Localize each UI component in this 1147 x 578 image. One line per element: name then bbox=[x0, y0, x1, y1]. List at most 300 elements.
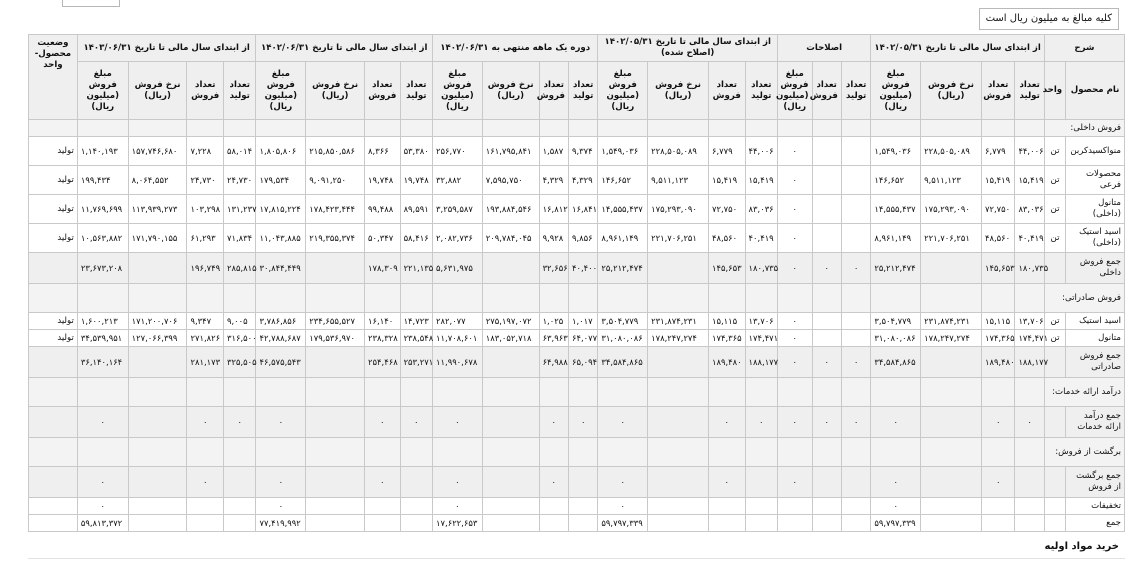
value-cell: ۱۱,۹۹۰,۶۷۸ bbox=[433, 347, 483, 378]
value-cell: ۰ bbox=[841, 407, 870, 438]
value-cell: ۰ bbox=[77, 407, 128, 438]
section-row bbox=[29, 378, 1125, 407]
value-cell: ۱۷۵,۲۹۳,۰۹۰ bbox=[648, 195, 709, 224]
header-group-6: از ابتدای سال مالی تا تاریخ ۱۴۰۳/۰۶/۳۱ bbox=[77, 35, 256, 62]
empty-cell bbox=[433, 120, 483, 137]
empty-cell bbox=[187, 438, 224, 467]
value-cell: ۸,۳۶۶ bbox=[365, 137, 401, 166]
unit-cell bbox=[1044, 467, 1065, 498]
value-cell: ۴۰,۴۱۹ bbox=[1015, 224, 1044, 253]
value-cell: ۰ bbox=[841, 253, 870, 284]
value-cell: ۸۹,۵۹۱ bbox=[400, 195, 432, 224]
subheader-sales-g6: تعداد فروش bbox=[187, 62, 224, 120]
unit-cell: تن bbox=[1044, 137, 1065, 166]
value-cell: ۰ bbox=[778, 253, 813, 284]
product-name-cell: متانول bbox=[1066, 330, 1125, 347]
value-cell: ۹,۹۲۸ bbox=[539, 224, 568, 253]
value-cell bbox=[812, 313, 841, 330]
status-cell: تولید bbox=[29, 313, 78, 330]
value-cell: ۰ bbox=[778, 137, 813, 166]
value-cell: ۰ bbox=[433, 407, 483, 438]
value-cell: ۱۸۹,۴۸۰ bbox=[981, 347, 1014, 378]
value-cell: ۰ bbox=[871, 498, 921, 515]
subheader-amount-g2: مبلغ فروش (میلیون ریال) bbox=[778, 62, 813, 120]
table-row bbox=[29, 313, 1125, 330]
product-name-cell: منواکسیدکربن bbox=[1066, 137, 1125, 166]
value-cell: ۶,۷۷۹ bbox=[709, 137, 746, 166]
top-bar bbox=[0, 0, 1147, 34]
empty-cell bbox=[812, 378, 841, 407]
value-cell: ۹,۳۷۴ bbox=[568, 137, 597, 166]
empty-cell bbox=[812, 284, 841, 313]
section-row bbox=[29, 120, 1125, 137]
value-cell: ۲۷۱,۸۲۶ bbox=[187, 330, 224, 347]
value-cell: ۰ bbox=[598, 498, 648, 515]
value-cell: ۱۸۳,۰۵۲,۷۱۸ bbox=[482, 330, 539, 347]
value-cell: ۱,۶۰۰,۲۱۳ bbox=[77, 313, 128, 330]
value-cell: ۱۸۹,۴۸۰ bbox=[709, 347, 746, 378]
value-cell: ۳۶,۱۴۰,۱۶۴ bbox=[77, 347, 128, 378]
empty-cell bbox=[482, 438, 539, 467]
value-cell bbox=[224, 467, 256, 498]
value-cell bbox=[648, 467, 709, 498]
value-cell: ۳۱,۰۸۰,۰۸۶ bbox=[871, 330, 921, 347]
value-cell: ۰ bbox=[598, 407, 648, 438]
empty-cell bbox=[921, 378, 982, 407]
value-cell: ۰ bbox=[187, 467, 224, 498]
value-cell: ۰ bbox=[598, 467, 648, 498]
value-cell: ۰ bbox=[778, 407, 813, 438]
value-cell: ۰ bbox=[539, 407, 568, 438]
value-cell: ۳۴,۵۳۹,۹۵۱ bbox=[77, 330, 128, 347]
empty-cell bbox=[1015, 378, 1044, 407]
empty-cell bbox=[128, 438, 187, 467]
empty-cell bbox=[871, 284, 921, 313]
value-cell: ۱۷۱,۷۹۰,۱۵۵ bbox=[128, 224, 187, 253]
value-cell: ۳,۵۰۴,۷۷۹ bbox=[598, 313, 648, 330]
empty-cell bbox=[841, 120, 870, 137]
empty-cell bbox=[812, 438, 841, 467]
value-cell: ۱۷۸,۲۴۷,۲۷۴ bbox=[648, 330, 709, 347]
subheader-sales-g5: تعداد فروش bbox=[365, 62, 401, 120]
value-cell bbox=[568, 515, 597, 532]
value-cell bbox=[841, 195, 870, 224]
value-cell: ۱۶۱,۷۹۵,۸۴۱ bbox=[482, 137, 539, 166]
table-row bbox=[29, 224, 1125, 253]
unit-cell bbox=[1044, 407, 1065, 438]
value-cell: ۱۶,۱۴۰ bbox=[365, 313, 401, 330]
value-cell: ۱,۱۴۰,۱۹۳ bbox=[77, 137, 128, 166]
section-row bbox=[29, 284, 1125, 313]
value-cell: ۰ bbox=[778, 195, 813, 224]
table-row bbox=[29, 498, 1125, 515]
empty-cell bbox=[256, 378, 306, 407]
subheader-amount-g3: مبلغ فروش (میلیون ریال) bbox=[598, 62, 648, 120]
value-cell: ۰ bbox=[568, 407, 597, 438]
value-cell bbox=[482, 467, 539, 498]
section-label: برگشت از فروش: bbox=[1044, 438, 1124, 467]
header-group-4: دوره یک ماهه منتهی به ۱۴۰۲/۰۶/۳۱ bbox=[433, 35, 598, 62]
value-cell: ۱۱۳,۹۳۹,۲۷۳ bbox=[128, 195, 187, 224]
value-cell: ۱۸۸,۱۷۷ bbox=[1015, 347, 1044, 378]
value-cell: ۰ bbox=[981, 407, 1014, 438]
empty-cell bbox=[29, 438, 78, 467]
empty-cell bbox=[921, 438, 982, 467]
value-cell: ۰ bbox=[224, 407, 256, 438]
value-cell bbox=[709, 498, 746, 515]
value-cell: ۱۷۴,۴۷۱ bbox=[745, 330, 777, 347]
empty-cell bbox=[365, 284, 401, 313]
value-cell: ۷۲,۷۵۰ bbox=[709, 195, 746, 224]
value-cell: ۱۵۷,۷۴۶,۶۸۰ bbox=[128, 137, 187, 166]
value-cell: ۷,۵۹۵,۷۵۰ bbox=[482, 166, 539, 195]
value-cell: ۵۸,۰۱۴ bbox=[224, 137, 256, 166]
value-cell: ۲۴,۷۳۰ bbox=[224, 166, 256, 195]
value-cell bbox=[306, 407, 365, 438]
value-cell: ۷۲,۷۵۰ bbox=[981, 195, 1014, 224]
empty-cell bbox=[433, 438, 483, 467]
empty-cell bbox=[29, 378, 78, 407]
empty-cell bbox=[598, 378, 648, 407]
value-cell: ۴۴,۰۰۶ bbox=[745, 137, 777, 166]
empty-cell bbox=[77, 438, 128, 467]
value-cell: ۸,۹۶۱,۱۴۹ bbox=[598, 224, 648, 253]
subheader-product-name: نام محصول bbox=[1066, 62, 1125, 120]
value-cell: ۰ bbox=[871, 467, 921, 498]
value-cell: ۰ bbox=[778, 224, 813, 253]
value-cell bbox=[482, 347, 539, 378]
header-group-1: از ابتدای سال مالی تا تاریخ ۱۴۰۲/۰۵/۳۱ bbox=[871, 35, 1045, 62]
empty-cell bbox=[568, 378, 597, 407]
section-row bbox=[29, 438, 1125, 467]
value-cell: ۰ bbox=[365, 407, 401, 438]
product-name-cell: اسید استیک (داخلی) bbox=[1066, 224, 1125, 253]
value-cell: ۴۸,۵۶۰ bbox=[981, 224, 1014, 253]
subheader-prod-g2: تعداد تولید bbox=[841, 62, 870, 120]
header-group-3: از ابتدای سال مالی تا تاریخ ۱۴۰۲/۰۵/۳۱ (اصلاح شده) bbox=[598, 35, 778, 62]
value-cell bbox=[482, 407, 539, 438]
section-label: فروش صادراتی: bbox=[1044, 284, 1124, 313]
empty-cell bbox=[187, 120, 224, 137]
value-cell: ۶۱,۲۹۳ bbox=[187, 224, 224, 253]
empty-cell bbox=[224, 284, 256, 313]
value-cell: ۰ bbox=[709, 467, 746, 498]
unit-cell bbox=[1044, 515, 1065, 532]
value-cell: ۱۹۹,۴۳۴ bbox=[77, 166, 128, 195]
value-cell: ۰ bbox=[778, 467, 813, 498]
value-cell: ۳۱,۰۸۰,۰۸۶ bbox=[598, 330, 648, 347]
empty-cell bbox=[1015, 438, 1044, 467]
header-group-5: از ابتدای سال مالی تا تاریخ ۱۴۰۲/۰۶/۳۱ bbox=[256, 35, 433, 62]
value-cell: ۵۳,۳۸۰ bbox=[400, 137, 432, 166]
value-cell: ۹,۳۴۷ bbox=[187, 313, 224, 330]
product-name-cell: محصولات فرعی bbox=[1066, 166, 1125, 195]
value-cell bbox=[981, 498, 1014, 515]
value-cell: ۱۸۸,۱۷۷ bbox=[745, 347, 777, 378]
subheader-rate-g3: نرخ فروش (ریال) bbox=[648, 62, 709, 120]
empty-cell bbox=[365, 120, 401, 137]
empty-cell bbox=[539, 438, 568, 467]
value-cell: ۵۸,۴۱۶ bbox=[400, 224, 432, 253]
empty-cell bbox=[306, 378, 365, 407]
value-cell bbox=[921, 515, 982, 532]
value-cell: ۱۷۸,۳۰۹ bbox=[365, 253, 401, 284]
empty-cell bbox=[568, 438, 597, 467]
empty-cell bbox=[128, 378, 187, 407]
top-input[interactable] bbox=[62, 0, 120, 7]
value-cell bbox=[745, 467, 777, 498]
value-cell: ۳۴,۵۸۴,۸۶۵ bbox=[598, 347, 648, 378]
empty-cell bbox=[921, 120, 982, 137]
empty-cell bbox=[745, 284, 777, 313]
value-cell: ۰ bbox=[812, 407, 841, 438]
empty-cell bbox=[568, 120, 597, 137]
value-cell bbox=[187, 498, 224, 515]
unit-cell: تن bbox=[1044, 166, 1065, 195]
sales-table bbox=[28, 34, 1125, 532]
value-cell: ۰ bbox=[778, 347, 813, 378]
value-cell bbox=[539, 515, 568, 532]
value-cell bbox=[812, 467, 841, 498]
value-cell: ۲۵۳,۲۷۱ bbox=[400, 347, 432, 378]
value-cell bbox=[812, 195, 841, 224]
value-cell bbox=[841, 224, 870, 253]
value-cell bbox=[841, 467, 870, 498]
empty-cell bbox=[648, 378, 709, 407]
empty-cell bbox=[128, 120, 187, 137]
value-cell: ۲۵,۲۱۲,۴۷۴ bbox=[598, 253, 648, 284]
value-cell: ۱۶,۸۱۲ bbox=[539, 195, 568, 224]
empty-cell bbox=[745, 378, 777, 407]
empty-cell bbox=[306, 284, 365, 313]
value-cell: ۸۳,۰۳۶ bbox=[745, 195, 777, 224]
empty-cell bbox=[539, 284, 568, 313]
product-name-cell: جمع درآمد ارائه خدمات bbox=[1066, 407, 1125, 438]
value-cell bbox=[482, 515, 539, 532]
empty-cell bbox=[77, 120, 128, 137]
value-cell: ۰ bbox=[433, 498, 483, 515]
value-cell: ۰ bbox=[365, 467, 401, 498]
empty-cell bbox=[871, 438, 921, 467]
value-cell: ۱۶,۸۴۱ bbox=[568, 195, 597, 224]
empty-cell bbox=[745, 438, 777, 467]
value-cell: ۰ bbox=[433, 467, 483, 498]
value-cell bbox=[224, 498, 256, 515]
status-cell bbox=[29, 515, 78, 532]
status-cell bbox=[29, 467, 78, 498]
product-name-cell: جمع فروش داخلی bbox=[1066, 253, 1125, 284]
value-cell: ۶۴,۹۸۸ bbox=[539, 347, 568, 378]
value-cell: ۲۳۱,۸۷۴,۲۳۱ bbox=[921, 313, 982, 330]
value-cell: ۲۲۸,۵۰۵,۰۸۹ bbox=[921, 137, 982, 166]
value-cell bbox=[187, 515, 224, 532]
value-cell: ۱۷۴,۳۶۵ bbox=[709, 330, 746, 347]
value-cell bbox=[921, 253, 982, 284]
value-cell: ۱۹,۷۴۸ bbox=[400, 166, 432, 195]
value-cell: ۳,۷۸۶,۸۵۶ bbox=[256, 313, 306, 330]
value-cell bbox=[921, 498, 982, 515]
value-cell bbox=[648, 253, 709, 284]
total-row bbox=[29, 253, 1125, 284]
value-cell: ۹,۵۱۱,۱۲۳ bbox=[921, 166, 982, 195]
status-cell: تولید bbox=[29, 224, 78, 253]
value-cell bbox=[128, 407, 187, 438]
empty-cell bbox=[1015, 284, 1044, 313]
empty-cell bbox=[921, 284, 982, 313]
value-cell: ۲۵۶,۷۷۰ bbox=[433, 137, 483, 166]
empty-cell bbox=[648, 284, 709, 313]
unit-cell: تن bbox=[1044, 313, 1065, 330]
value-cell: ۱۵,۱۱۵ bbox=[709, 313, 746, 330]
value-cell bbox=[981, 515, 1014, 532]
value-cell: ۱۷۴,۴۷۱ bbox=[1015, 330, 1044, 347]
product-name-cell: جمع فروش صادراتی bbox=[1066, 347, 1125, 378]
subheader-prod-g3: تعداد تولید bbox=[745, 62, 777, 120]
value-cell: ۲۸۲,۰۷۷ bbox=[433, 313, 483, 330]
value-cell bbox=[921, 407, 982, 438]
value-cell: ۱,۰۱۷ bbox=[568, 313, 597, 330]
empty-cell bbox=[841, 378, 870, 407]
value-cell: ۲۸۱,۱۷۳ bbox=[187, 347, 224, 378]
value-cell bbox=[812, 224, 841, 253]
value-cell: ۲۳۸,۳۲۸ bbox=[365, 330, 401, 347]
value-cell: ۰ bbox=[77, 467, 128, 498]
value-cell bbox=[778, 498, 813, 515]
empty-cell bbox=[778, 120, 813, 137]
value-cell: ۳۲,۸۸۲ bbox=[433, 166, 483, 195]
value-cell bbox=[812, 498, 841, 515]
value-cell bbox=[128, 515, 187, 532]
value-cell: ۱,۵۴۹,۰۳۶ bbox=[598, 137, 648, 166]
value-cell bbox=[128, 467, 187, 498]
value-cell: ۹۹,۴۸۸ bbox=[365, 195, 401, 224]
value-cell: ۱۷,۸۱۵,۲۲۴ bbox=[256, 195, 306, 224]
empty-cell bbox=[306, 438, 365, 467]
status-cell bbox=[29, 498, 78, 515]
empty-cell bbox=[224, 120, 256, 137]
empty-cell bbox=[256, 438, 306, 467]
value-cell bbox=[306, 515, 365, 532]
value-cell: ۵,۶۳۱,۹۷۵ bbox=[433, 253, 483, 284]
value-cell: ۲,۰۸۲,۷۳۶ bbox=[433, 224, 483, 253]
empty-cell bbox=[539, 378, 568, 407]
value-cell: ۹,۸۵۶ bbox=[568, 224, 597, 253]
value-cell: ۵۹,۷۹۷,۳۳۹ bbox=[598, 515, 648, 532]
value-cell bbox=[306, 347, 365, 378]
value-cell: ۰ bbox=[77, 498, 128, 515]
status-cell: تولید bbox=[29, 137, 78, 166]
empty-cell bbox=[224, 378, 256, 407]
value-cell: ۱۴۶,۶۵۲ bbox=[598, 166, 648, 195]
empty-cell bbox=[77, 284, 128, 313]
value-cell bbox=[306, 498, 365, 515]
empty-cell bbox=[1015, 120, 1044, 137]
empty-cell bbox=[871, 120, 921, 137]
value-cell bbox=[921, 467, 982, 498]
total-row bbox=[29, 467, 1125, 498]
value-cell bbox=[224, 515, 256, 532]
section-title-raw-materials: خرید مواد اولیه bbox=[1044, 541, 1119, 552]
value-cell: ۲۲۱,۷۰۶,۲۵۱ bbox=[921, 224, 982, 253]
value-cell: ۲۳۸,۵۴۸ bbox=[400, 330, 432, 347]
value-cell: ۴۶,۵۷۵,۵۴۳ bbox=[256, 347, 306, 378]
value-cell: ۱۴۶,۶۵۲ bbox=[871, 166, 921, 195]
value-cell: ۱۴,۷۲۳ bbox=[400, 313, 432, 330]
value-cell: ۲۲۱,۱۳۵ bbox=[400, 253, 432, 284]
value-cell: ۰ bbox=[871, 407, 921, 438]
value-cell bbox=[812, 515, 841, 532]
empty-cell bbox=[365, 378, 401, 407]
subheader-rate-g6: نرخ فروش (ریال) bbox=[128, 62, 187, 120]
value-cell bbox=[306, 467, 365, 498]
value-cell: ۱۱,۷۰۸,۶۰۱ bbox=[433, 330, 483, 347]
empty-cell bbox=[709, 378, 746, 407]
subheader-prod-g4: تعداد تولید bbox=[568, 62, 597, 120]
value-cell: ۱۸۰,۷۳۵ bbox=[745, 253, 777, 284]
value-cell: ۱۷۸,۴۲۳,۴۴۴ bbox=[306, 195, 365, 224]
empty-cell bbox=[981, 378, 1014, 407]
empty-cell bbox=[224, 438, 256, 467]
value-cell: ۱۴,۵۵۵,۴۳۷ bbox=[598, 195, 648, 224]
value-cell: ۱۵,۴۱۹ bbox=[745, 166, 777, 195]
table-row bbox=[29, 166, 1125, 195]
empty-cell bbox=[482, 120, 539, 137]
value-cell: ۳۴,۵۸۴,۸۶۵ bbox=[871, 347, 921, 378]
value-cell: ۰ bbox=[812, 347, 841, 378]
empty-cell bbox=[128, 284, 187, 313]
value-cell: ۱۹,۷۴۸ bbox=[365, 166, 401, 195]
value-cell: ۶۳,۹۶۳ bbox=[539, 330, 568, 347]
subheader-sales-g2: تعداد فروش bbox=[812, 62, 841, 120]
value-cell bbox=[365, 515, 401, 532]
value-cell: ۴۴,۰۰۶ bbox=[1015, 137, 1044, 166]
product-name-cell: جمع برگشت از فروش bbox=[1066, 467, 1125, 498]
table-row bbox=[29, 515, 1125, 532]
value-cell: ۴,۳۲۹ bbox=[568, 166, 597, 195]
empty-cell bbox=[29, 120, 78, 137]
value-cell bbox=[812, 137, 841, 166]
empty-cell bbox=[778, 284, 813, 313]
subheader-sales-g1: تعداد فروش bbox=[981, 62, 1014, 120]
value-cell bbox=[482, 498, 539, 515]
empty-cell bbox=[598, 120, 648, 137]
subheader-amount-g6: مبلغ فروش (میلیون ریال) bbox=[77, 62, 128, 120]
total-row bbox=[29, 407, 1125, 438]
value-cell: ۱۷۹,۵۳۶,۹۷۰ bbox=[306, 330, 365, 347]
header-status: وضعیت محصول- واحد bbox=[29, 35, 78, 120]
value-cell: ۲۷۵,۱۹۷,۰۷۲ bbox=[482, 313, 539, 330]
empty-cell bbox=[256, 120, 306, 137]
value-cell bbox=[1015, 467, 1044, 498]
value-cell bbox=[841, 330, 870, 347]
value-cell: ۱۷۹,۵۳۴ bbox=[256, 166, 306, 195]
value-cell bbox=[841, 313, 870, 330]
empty-cell bbox=[778, 438, 813, 467]
unit-cell bbox=[1044, 498, 1065, 515]
value-cell: ۱۴۵,۶۵۳ bbox=[709, 253, 746, 284]
value-cell: ۲۳۴,۶۵۵,۵۲۷ bbox=[306, 313, 365, 330]
status-cell bbox=[29, 407, 78, 438]
subheader-amount-g5: مبلغ فروش (میلیون ریال) bbox=[256, 62, 306, 120]
empty-cell bbox=[709, 120, 746, 137]
empty-cell bbox=[256, 284, 306, 313]
subheader-prod-g5: تعداد تولید bbox=[400, 62, 432, 120]
value-cell: ۲۴,۷۳۰ bbox=[187, 166, 224, 195]
value-cell: ۷,۲۲۸ bbox=[187, 137, 224, 166]
value-cell: ۱۷,۶۲۲,۶۵۳ bbox=[433, 515, 483, 532]
empty-cell bbox=[841, 438, 870, 467]
value-cell bbox=[306, 253, 365, 284]
